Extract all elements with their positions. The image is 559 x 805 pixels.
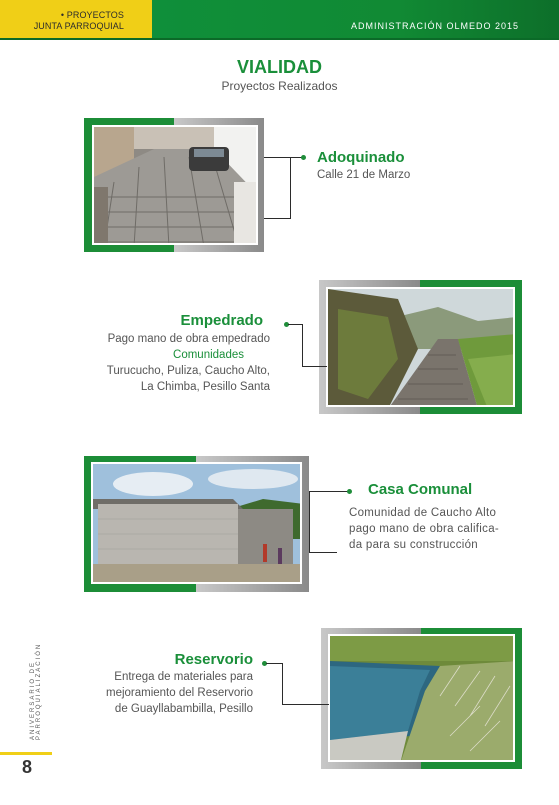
connector-empedrado [302,324,327,367]
casa-comunal-line-1: Comunidad de Caucho Alto [349,507,497,519]
casa-comunal-line-3: da para su construcción [349,539,478,551]
connector-casa-comunal [309,491,338,553]
reservorio-line-2: mejoramiento del Reservorio [105,687,253,699]
empedrado-line-3: Turucucho, Puliza, Caucho Alto, [106,365,270,377]
item-title-adoquinado: Adoquinado [317,149,405,166]
casa-comunal-line-2: pago mano de obra califica- [349,523,500,535]
page-number: 8 [22,757,33,777]
photo-frame-empedrado [319,280,522,414]
header-divider [0,38,559,40]
header-green-band [152,0,559,38]
header-title: ADMINISTRACIÓN OLMEDO 2015 [350,21,519,31]
anniversary-side-text: ANIVERSARIO DE PARROQUIALIZACIÓN [30,642,42,740]
item-text-adoquinado: Calle 21 de Marzo [317,169,411,181]
connector-reservorio [282,663,329,705]
empedrado-line-1: Pago mano de obra empedrado [107,333,270,345]
connector-adoquinado [264,157,291,219]
reservorio-line-1: Entrega de materiales para [114,671,253,683]
connector-casa-comunal-bottom [309,552,337,553]
section-subtitle: Proyectos Realizados [221,79,338,93]
page-number-bar [0,752,52,755]
connector-reservorio-top [266,663,282,664]
item-title-reservorio: Reservorio [174,651,253,668]
item-text-empedrado [60,331,270,395]
header-yellow-block [0,0,152,38]
bullet-dot-adoquinado [301,155,306,160]
item-text-reservorio [50,669,253,717]
connector-adoquinado-bottom [264,218,290,219]
photo-frame-adoquinado [84,118,264,252]
photo-frame-casa-comunal [84,456,309,592]
item-title-casa-comunal: Casa Comunal [368,481,473,498]
empedrado-highlight: Comunidades [173,349,244,361]
empedrado-line-4: La Chimba, Pesillo Santa [140,381,270,393]
photo-frame-reservorio [321,628,522,769]
header-section-label: • PROYECTOS [60,10,124,20]
item-title-empedrado: Empedrado [180,312,263,329]
item-text-casa-comunal [349,505,499,553]
photo-adoquinado [92,125,258,245]
connector-empedrado-top [288,324,302,325]
section-title: VIALIDAD [237,57,322,77]
reservorio-line-3: de Guayllabambilla, Pesillo [114,703,253,715]
photo-reservorio [328,634,515,762]
photo-empedrado [326,287,515,407]
header-section-sublabel: JUNTA PARROQUIAL [33,21,124,31]
photo-casa-comunal [91,462,302,584]
bullet-dot-casa-comunal [347,489,352,494]
